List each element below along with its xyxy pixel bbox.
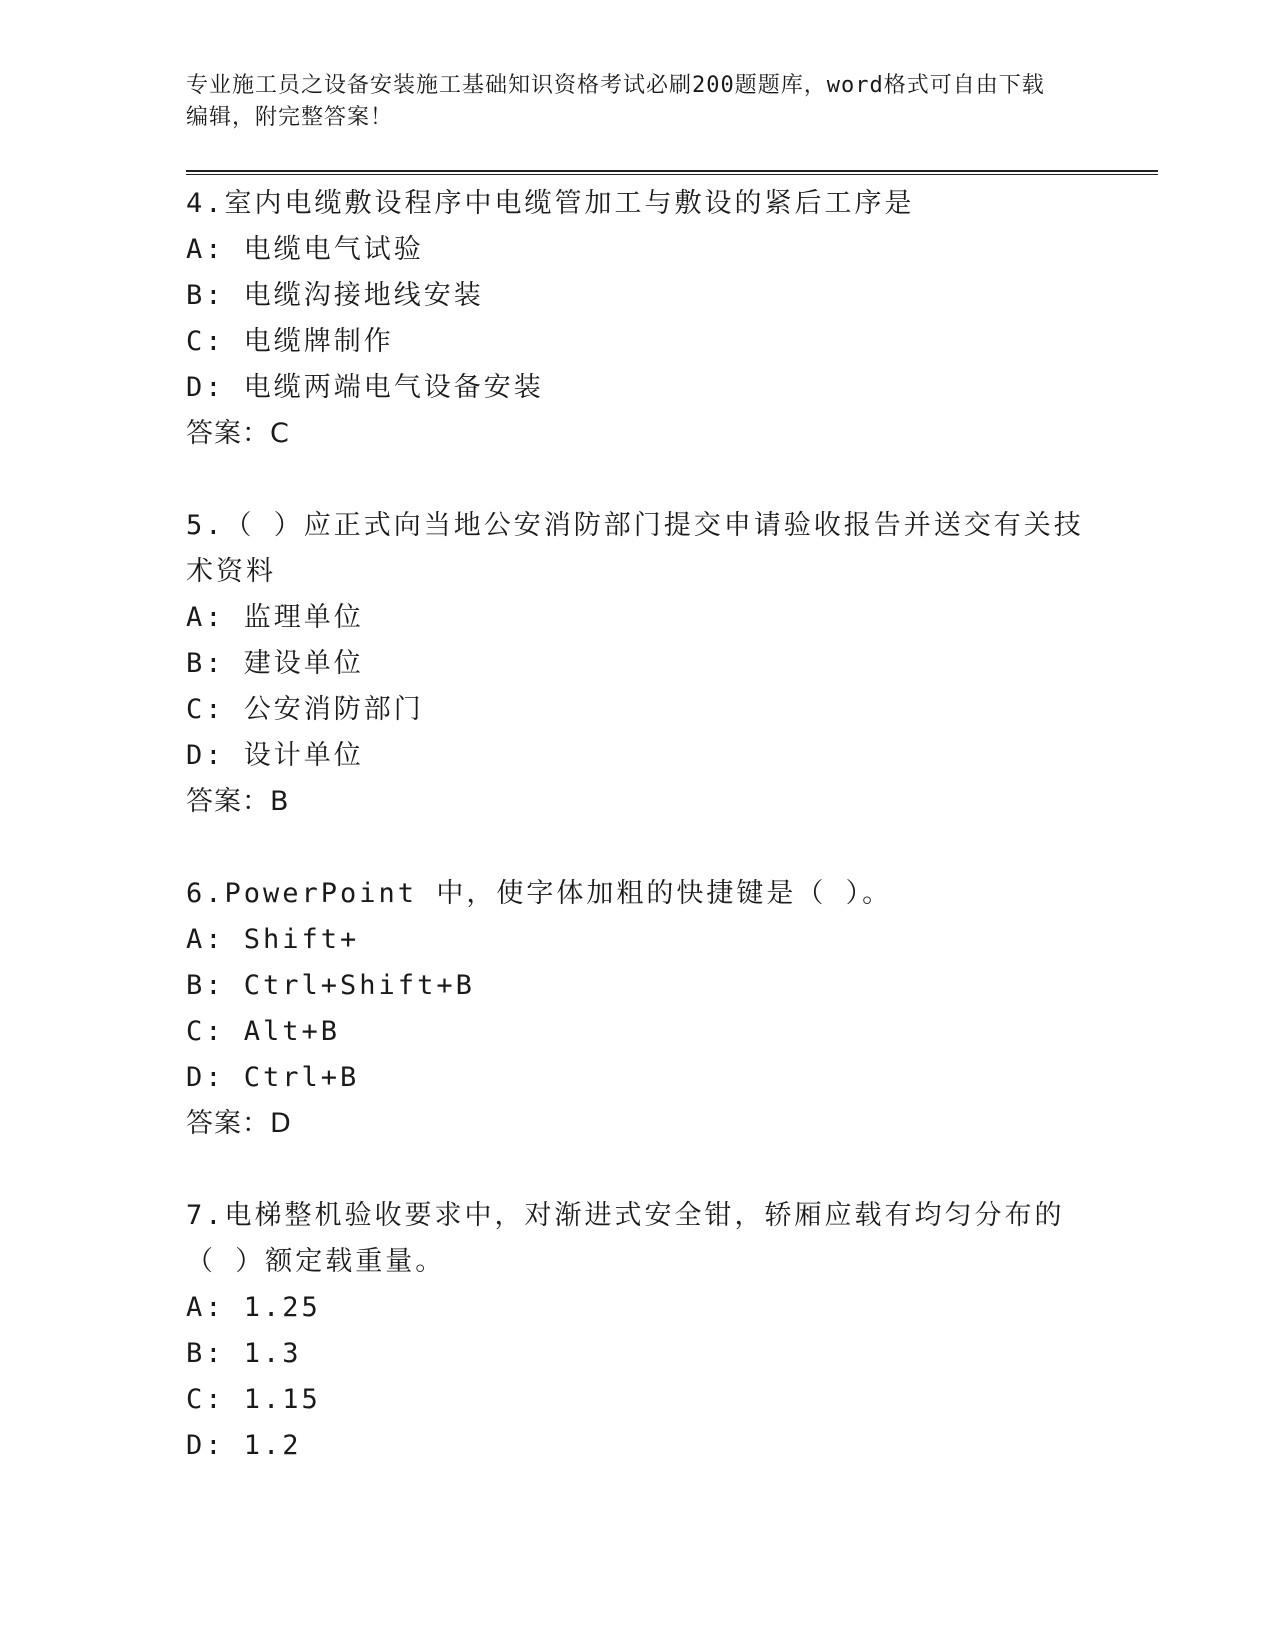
header-divider bbox=[186, 170, 1158, 175]
question-stem: 6.PowerPoint 中，使字体加粗的快捷键是（ ）。 bbox=[186, 878, 893, 909]
option-d: D: Ctrl+B bbox=[186, 1062, 360, 1093]
option-c: C: 公安消防部门 bbox=[186, 694, 424, 725]
spacer bbox=[186, 457, 1156, 503]
question-6 bbox=[186, 871, 1156, 1147]
spacer bbox=[186, 1147, 1156, 1193]
option-b: B: Ctrl+Shift+B bbox=[186, 970, 475, 1001]
question-5 bbox=[186, 503, 1156, 825]
question-stem: 4.室内电缆敷设程序中电缆管加工与敷设的紧后工序是 bbox=[186, 188, 915, 219]
option-c: C: 1.15 bbox=[186, 1384, 321, 1415]
option-a: A: Shift+ bbox=[186, 924, 360, 955]
option-a: A: 电缆电气试验 bbox=[186, 234, 424, 265]
page-content bbox=[186, 70, 1156, 1469]
answer-line: 答案：C bbox=[186, 418, 290, 449]
option-d: D: 设计单位 bbox=[186, 740, 364, 771]
question-stem: 7.电梯整机验收要求中，对渐进式安全钳，轿厢应载有均匀分布的（ ）额定载重量。 bbox=[186, 1200, 1065, 1277]
option-d: D: 1.2 bbox=[186, 1430, 302, 1461]
option-a: A: 1.25 bbox=[186, 1292, 321, 1323]
option-b: B: 电缆沟接地线安装 bbox=[186, 280, 484, 311]
spacer bbox=[186, 825, 1156, 871]
question-7 bbox=[186, 1193, 1156, 1469]
option-a: A: 监理单位 bbox=[186, 602, 364, 633]
option-c: C: 电缆牌制作 bbox=[186, 326, 394, 357]
question-stem: 5.（ ）应正式向当地公安消防部门提交申请验收报告并送交有关技术资料 bbox=[186, 510, 1084, 587]
answer-line: 答案：B bbox=[186, 786, 290, 817]
question-4 bbox=[186, 181, 1156, 457]
option-d: D: 电缆两端电气设备安装 bbox=[186, 372, 544, 403]
document-header: 专业施工员之设备安装施工基础知识资格考试必刷200题题库，word格式可自由下载编辑，附完整答案！ bbox=[186, 73, 1045, 130]
option-c: C: Alt+B bbox=[186, 1016, 341, 1047]
answer-line: 答案：D bbox=[186, 1108, 292, 1139]
option-b: B: 建设单位 bbox=[186, 648, 364, 679]
option-b: B: 1.3 bbox=[186, 1338, 302, 1369]
